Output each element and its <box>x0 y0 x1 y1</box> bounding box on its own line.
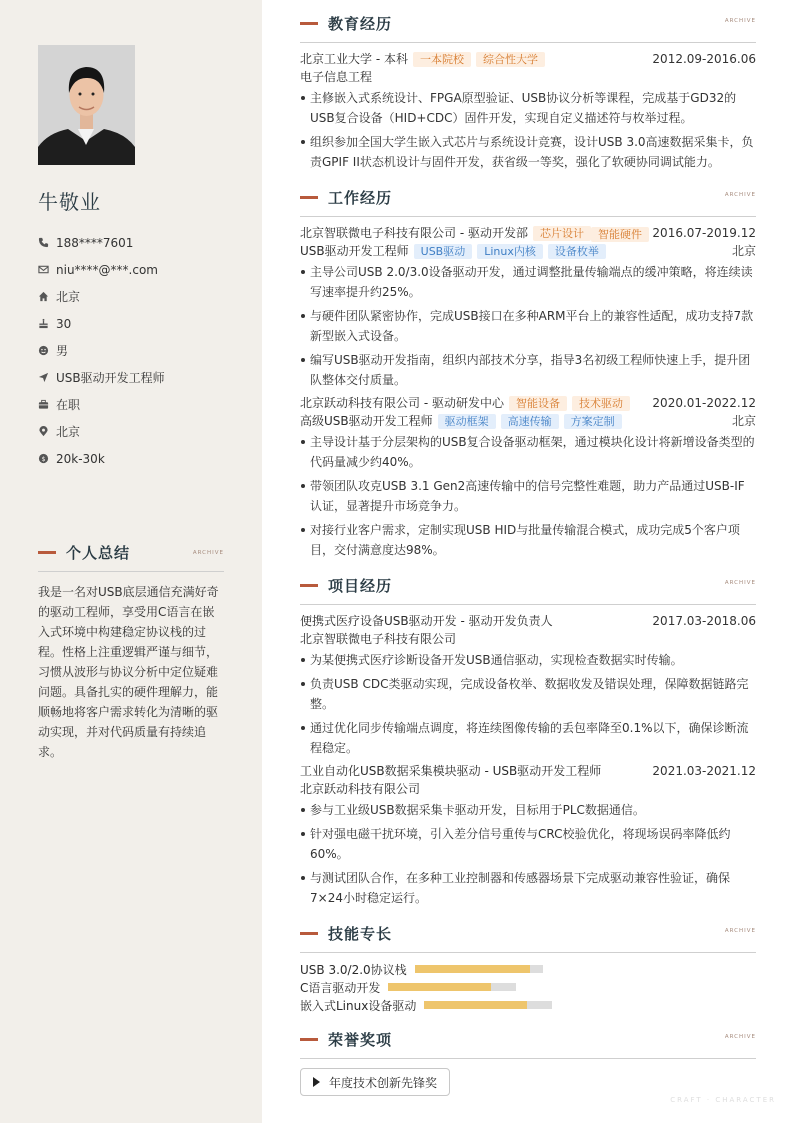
role-tag: 高速传输 <box>501 414 559 429</box>
job-company-row <box>300 394 756 412</box>
contact-salary <box>38 445 238 472</box>
candidate-name: 牛敬业 <box>38 190 101 214</box>
skill-name: USB 3.0/2.0协议栈 <box>300 962 407 977</box>
watermark: CRAFT · CHARACTER <box>670 1096 776 1104</box>
phone-icon <box>38 237 56 248</box>
award-name: 年度技术创新先锋奖 <box>329 1075 438 1090</box>
job-bullets <box>300 432 756 560</box>
awards-header <box>300 1026 756 1059</box>
send-icon <box>38 372 56 383</box>
role-tag: 设备枚举 <box>548 244 606 259</box>
award-item[interactable] <box>300 1068 450 1096</box>
list-item: 对接行业客户需求，定制实现USB HID与批量传输混合模式，成功完成5个客户项目，交付满意度达98%。 <box>300 520 756 560</box>
salary-icon <box>38 453 56 464</box>
project-name: 工业自动化USB数据采集模块驱动 - USB驱动开发工程师 <box>300 764 602 778</box>
summary-section <box>38 542 224 762</box>
list-item: 与测试团队合作，在多种工业控制器和传感器场景下完成驱动兼容性验证，确保7×24小时稳定运行。 <box>300 868 756 908</box>
job-role: 高级USB驱动开发工程师 <box>300 414 433 428</box>
email-icon <box>38 264 56 275</box>
work-header <box>300 184 756 217</box>
contact-position <box>38 364 238 391</box>
education-section <box>300 10 756 172</box>
job-date: 2020.01-2022.12 <box>652 396 756 410</box>
summary-text: 我是一名对USB底层通信充满好奇的驱动工程师，享受用C语言在嵌入式环境中构建稳定协议栈的过程。性格上注重逻辑严谨与细节，习惯从波形与协议分析中定位疑难问题。具备扎实的硬件理解力，能顺畅地将客户需求转化为清晰的驱动实现，并对代码质量有持续追求。 <box>38 585 219 759</box>
briefcase-icon <box>38 399 56 410</box>
work-tag: ARCHIVE <box>724 192 756 198</box>
contact-home-text: 北京 <box>56 290 81 304</box>
contact-age <box>38 310 238 337</box>
skill-item <box>300 960 543 978</box>
role-tag: Linux内核 <box>477 244 543 259</box>
project-entry <box>300 612 756 758</box>
list-item: 通过优化同步传输端点调度，将连续图像传输的丢包率降至0.1%以下，确保诊断流程稳定。 <box>300 718 756 758</box>
skill-bar <box>424 1001 552 1009</box>
section-accent-bar <box>300 932 318 935</box>
profile-photo <box>38 45 135 165</box>
section-accent-bar <box>300 584 318 587</box>
job-company: 北京跃动科技有限公司 - 驱动研发中心 <box>300 396 504 410</box>
contact-phone <box>38 229 238 256</box>
location-pin-icon <box>38 426 56 437</box>
contact-home <box>38 283 238 310</box>
work-section <box>300 184 756 560</box>
section-accent-bar <box>300 22 318 25</box>
contact-status <box>38 391 238 418</box>
role-tag: 驱动框架 <box>438 414 496 429</box>
project-bullets <box>300 800 756 908</box>
skills-section <box>300 920 756 1014</box>
contact-position-text: USB驱动开发工程师 <box>56 371 165 385</box>
projects-tag: ARCHIVE <box>724 580 756 586</box>
svg-text:$: $ <box>41 454 46 463</box>
main-content <box>300 10 756 1108</box>
awards-tag: ARCHIVE <box>724 1034 756 1040</box>
role-tag: 方案定制 <box>564 414 622 429</box>
person-photo-icon <box>38 45 135 165</box>
projects-section <box>300 572 756 908</box>
project-entry <box>300 762 756 908</box>
list-item: 编写USB驱动开发指南，组织内部技术分享，指导3名初级工程师快速上手，提升团队整体交付质量。 <box>300 350 756 390</box>
list-item: 主导设计基于分层架构的USB复合设备驱动框架，通过模块化设计将新增设备类型的代码量减少约40%。 <box>300 432 756 472</box>
job-company: 北京智联微电子科技有限公司 - 驱动开发部 <box>300 226 528 240</box>
company-tag: 智能硬件 <box>591 227 649 242</box>
summary-header <box>38 542 224 572</box>
cake-icon <box>38 318 56 329</box>
education-date: 2012.09-2016.06 <box>652 52 756 66</box>
school-tag: 综合性大学 <box>476 52 545 67</box>
job-date: 2016.07-2019.12 <box>652 226 756 240</box>
skill-bar <box>388 983 516 991</box>
skills-header <box>300 920 756 953</box>
sidebar <box>0 0 262 1123</box>
contact-city-text: 北京 <box>56 425 81 439</box>
job-bullets <box>300 262 756 390</box>
list-item: 主修嵌入式系统设计、FPGA原型验证、USB协议分析等课程，完成基于GD32的USB复合设备（HID+CDC）固件开发，实现自定义描述符与枚举过程。 <box>300 88 756 128</box>
education-bullets <box>300 88 756 172</box>
gender-icon <box>38 345 56 356</box>
contact-email-text: niu****@***.com <box>56 262 158 277</box>
job-city: 北京 <box>731 414 756 428</box>
skill-list <box>300 960 756 1014</box>
contact-list <box>38 229 238 472</box>
project-company: 北京智联微电子科技有限公司 <box>300 632 457 646</box>
skill-bar <box>415 965 543 973</box>
company-tag: 技术驱动 <box>572 396 630 411</box>
job-role-row <box>300 412 756 430</box>
list-item: 参与工业级USB数据采集卡驱动开发，目标用于PLC数据通信。 <box>300 800 756 820</box>
project-company: 北京跃动科技有限公司 <box>300 782 421 796</box>
section-accent-bar <box>300 1038 318 1041</box>
contact-email <box>38 256 238 283</box>
summary-title: 个人总结 <box>66 544 131 562</box>
skill-name: 嵌入式Linux设备驱动 <box>300 998 417 1013</box>
job-city: 北京 <box>731 244 756 258</box>
company-tag: 智能设备 <box>509 396 567 411</box>
list-item: 组织参加全国大学生嵌入式芯片与系统设计竞赛，设计USB 3.0高速数据采集卡，负责GPIF II状态机设计与固件开发，获省级一等奖，强化了软硬协同调试能力。 <box>300 132 756 172</box>
list-item: 主导公司USB 2.0/3.0设备驱动开发，通过调整批量传输端点的缓冲策略，将连续读写速率提升约25%。 <box>300 262 756 302</box>
education-tag: ARCHIVE <box>724 18 756 24</box>
job-company-row <box>300 224 756 242</box>
list-item: 针对强电磁干扰环境，引入差分信号重传与CRC校验优化，将现场误码率降低约60%。 <box>300 824 756 864</box>
home-icon <box>38 291 56 302</box>
education-title: 教育经历 <box>328 15 393 33</box>
job-entry <box>300 224 756 390</box>
contact-city <box>38 418 238 445</box>
project-date: 2021.03-2021.12 <box>652 764 756 778</box>
contact-status-text: 在职 <box>56 398 81 412</box>
major: 电子信息工程 <box>300 70 373 84</box>
awards-title: 荣誉奖项 <box>328 1031 393 1049</box>
project-name-row <box>300 612 756 630</box>
contact-age-text: 30 <box>56 316 72 331</box>
skill-name: C语言驱动开发 <box>300 980 381 995</box>
project-name: 便携式医疗设备USB驱动开发 - 驱动开发负责人 <box>300 614 553 628</box>
skill-bar-fill <box>424 1001 526 1009</box>
skill-bar-fill <box>388 983 490 991</box>
contact-gender-text: 男 <box>56 344 69 358</box>
list-item: 为某便携式医疗诊断设备开发USB通信驱动，实现检查数据实时传输。 <box>300 650 756 670</box>
work-title: 工作经历 <box>328 189 393 207</box>
skill-item <box>300 978 516 996</box>
education-row <box>300 50 756 68</box>
projects-header <box>300 572 756 605</box>
play-triangle-icon <box>313 1077 320 1087</box>
contact-salary-text: 20k-30k <box>56 451 105 466</box>
job-entry <box>300 394 756 560</box>
list-item: 带领团队攻克USB 3.1 Gen2高速传输中的信号完整性难题，助力产品通过USB-IF认证，显著提升市场竞争力。 <box>300 476 756 516</box>
project-bullets <box>300 650 756 758</box>
education-header <box>300 10 756 43</box>
skill-bar-fill <box>415 965 530 973</box>
projects-title: 项目经历 <box>328 577 393 595</box>
project-date: 2017.03-2018.06 <box>652 614 756 628</box>
job-role: USB驱动开发工程师 <box>300 244 409 258</box>
project-name-row <box>300 762 756 780</box>
role-tag: USB驱动 <box>414 244 473 259</box>
skills-title: 技能专长 <box>328 925 393 943</box>
contact-phone-text: 188****7601 <box>56 235 134 250</box>
company-tag: 芯片设计 <box>533 226 591 241</box>
skill-item <box>300 996 552 1014</box>
list-item: 负责USB CDC类驱动实现，完成设备枚举、数据收发及错误处理，保障数据链路完整。 <box>300 674 756 714</box>
list-item: 与硬件团队紧密协作，完成USB接口在多种ARM平台上的兼容性适配，成功支持7款新型嵌入式设备。 <box>300 306 756 346</box>
school-tag: 一本院校 <box>413 52 471 67</box>
summary-tag: ARCHIVE <box>192 550 224 556</box>
section-accent-bar <box>38 551 56 554</box>
awards-section <box>300 1026 756 1096</box>
job-role-row <box>300 242 756 260</box>
section-accent-bar <box>300 196 318 199</box>
school-name: 北京工业大学 - 本科 <box>300 52 408 66</box>
skills-tag: ARCHIVE <box>724 928 756 934</box>
contact-gender <box>38 337 238 364</box>
